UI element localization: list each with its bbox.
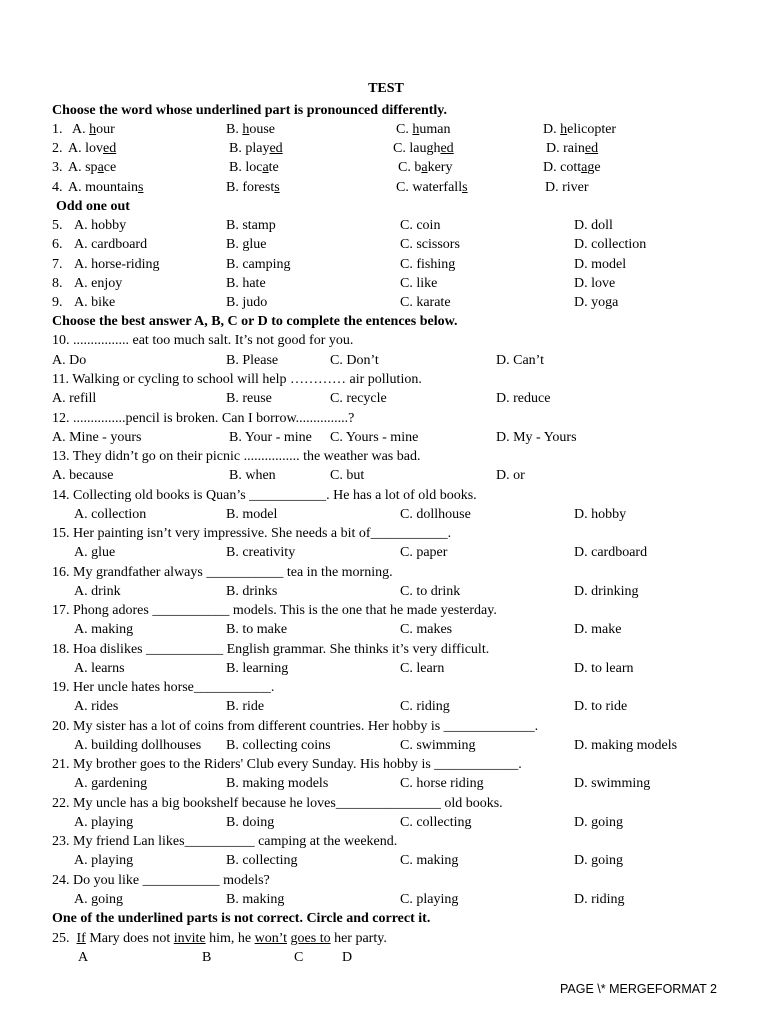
option-d: D. model	[574, 257, 627, 272]
option-b: B. glue	[226, 237, 267, 252]
option-a: A. playing	[74, 853, 134, 868]
letter-a: A	[78, 950, 89, 965]
option-c: C. dollhouse	[400, 507, 471, 522]
option-d: D. hobby	[574, 507, 627, 522]
option-a: A. Do	[52, 353, 87, 368]
option-b: B. Please	[226, 353, 279, 368]
option-c: C. learn	[400, 661, 445, 676]
option-a: A. hour	[72, 122, 115, 137]
option-d: D. collection	[574, 237, 647, 252]
option-c: C. laughed	[393, 141, 454, 156]
option-a: A. collection	[74, 507, 147, 522]
option-c: C. coin	[400, 218, 441, 233]
option-d: D. Can’t	[496, 353, 544, 368]
option-d: D. helicopter	[543, 122, 617, 137]
option-c: C. but	[330, 468, 365, 483]
option-d: D. cottage	[543, 160, 601, 175]
option-a: A. making	[74, 622, 134, 637]
option-c: C. karate	[400, 295, 451, 310]
question-25: 25. If Mary does not invite him, he won’t goes to her party.	[52, 931, 387, 946]
option-c: C. scissors	[400, 237, 460, 252]
option-b: B. judo	[226, 295, 268, 310]
option-d: D. riding	[574, 892, 625, 907]
option-a: A. drink	[74, 584, 121, 599]
option-c: C. collecting	[400, 815, 472, 830]
option-b: B. collecting	[226, 853, 298, 868]
option-a: A. horse-riding	[74, 257, 160, 272]
option-d: D. going	[574, 815, 623, 830]
question-17-stem: 17. Phong adores ___________ models. This is the one that he made yesterday.	[52, 603, 497, 618]
option-a: A. bike	[74, 295, 116, 310]
option-c: C. making	[400, 853, 459, 868]
option-a: A. cardboard	[74, 237, 148, 252]
option-b: B. model	[226, 507, 278, 522]
option-c: C. Don’t	[330, 353, 379, 368]
option-d: D. cardboard	[574, 545, 648, 560]
option-c: C. like	[400, 276, 438, 291]
option-d: D. river	[545, 180, 589, 195]
option-d: D. reduce	[496, 391, 551, 406]
question-14-stem: 14. Collecting old books is Quan’s ___________. He has a lot of old books.	[52, 488, 477, 503]
option-d: D. love	[574, 276, 616, 291]
option-d: D. make	[574, 622, 622, 637]
option-a: A. rides	[74, 699, 119, 714]
question-10-stem: 10. ................ eat too much salt. It’s not good for you.	[52, 333, 354, 348]
option-d: D. going	[574, 853, 623, 868]
option-c: C. fishing	[400, 257, 456, 272]
option-b: B. camping	[226, 257, 291, 272]
option-b: B. reuse	[226, 391, 272, 406]
option-d: D. or	[496, 468, 525, 483]
option-a: A. loved	[68, 141, 117, 156]
question-21-stem: 21. My brother goes to the Riders' Club every Sunday. His hobby is ____________.	[52, 757, 522, 772]
question-11-stem: 11. Walking or cycling to school will help ………… air pollution.	[52, 372, 422, 387]
question-20-stem: 20. My sister has a lot of coins from different countries. Her hobby is _____________.	[52, 719, 539, 734]
page-footer: PAGE \* MERGEFORMAT 2	[560, 982, 717, 996]
option-c: C. paper	[400, 545, 448, 560]
option-a: A. space	[68, 160, 117, 175]
option-b: B. doing	[226, 815, 275, 830]
option-d: D. My - Yours	[496, 430, 577, 445]
option-a: A. enjoy	[74, 276, 123, 291]
question-12-stem: 12. ...............pencil is broken. Can I borrow...............?	[52, 411, 355, 426]
option-b: B. collecting coins	[226, 738, 331, 753]
option-c: C. playing	[400, 892, 459, 907]
option-b: B. stamp	[226, 218, 276, 233]
option-b: B. learning	[226, 661, 289, 676]
question-15-stem: 15. Her painting isn’t very impressive. She needs a bit of___________.	[52, 526, 452, 541]
option-c: C. riding	[400, 699, 450, 714]
option-d: D. rained	[546, 141, 599, 156]
option-c: C. horse riding	[400, 776, 484, 791]
option-a: A. glue	[74, 545, 116, 560]
option-b: B. locate	[229, 160, 279, 175]
section-heading-pronunciation: Choose the word whose underlined part is pronounced differently.	[52, 103, 448, 118]
option-b: B. creativity	[226, 545, 296, 560]
question-23-stem: 23. My friend Lan likes__________ camping at the weekend.	[52, 834, 398, 849]
option-c: C. bakery	[398, 160, 453, 175]
option-d: D. doll	[574, 218, 613, 233]
option-a: A. gardening	[74, 776, 148, 791]
test-title: TEST	[368, 81, 404, 96]
option-b: B. when	[229, 468, 276, 483]
section-heading-odd-one-out: Odd one out	[56, 199, 130, 214]
option-b: B. Your - mine	[229, 430, 312, 445]
question-18-stem: 18. Hoa dislikes ___________ English grammar. She thinks it’s very difficult.	[52, 642, 490, 657]
option-d: D. making models	[574, 738, 678, 753]
option-c: C. to drink	[400, 584, 461, 599]
option-c: C. Yours - mine	[330, 430, 419, 445]
option-c: C. human	[396, 122, 451, 137]
option-a: A. going	[74, 892, 123, 907]
option-a: A. building dollhouses	[74, 738, 202, 753]
question-16-stem: 16. My grandfather always ___________ tea in the morning.	[52, 565, 393, 580]
option-c: C. waterfalls	[396, 180, 468, 195]
option-d: D. to ride	[574, 699, 628, 714]
option-a: A. refill	[52, 391, 97, 406]
option-d: D. yoga	[574, 295, 619, 310]
option-c: C. recycle	[330, 391, 387, 406]
option-b: B. making	[226, 892, 285, 907]
option-b: B. to make	[226, 622, 288, 637]
option-b: B. hate	[226, 276, 266, 291]
underlined-part-b: invite	[173, 931, 206, 946]
option-b: B. drinks	[226, 584, 278, 599]
option-a: A. learns	[74, 661, 125, 676]
section-heading-error-correction: One of the underlined parts is not correct. Circle and correct it.	[52, 911, 431, 926]
option-a: A. playing	[74, 815, 134, 830]
option-d: D. to learn	[574, 661, 634, 676]
option-d: D. swimming	[574, 776, 651, 791]
underlined-part-d: goes to	[290, 931, 331, 946]
option-b: B. forests	[226, 180, 280, 195]
option-b: B. played	[229, 141, 283, 156]
option-a: A. because	[52, 468, 114, 483]
question-22-stem: 22. My uncle has a big bookshelf because he loves_______________ old books.	[52, 796, 503, 811]
option-b: B. making models	[226, 776, 329, 791]
option-d: D. drinking	[574, 584, 639, 599]
document-page: TEST Choose the word whose underlined part is pronounced differently. 1. A. hour B. house C. human D. helicopter 2. A. loved B. played C. laughed D. rained 3. A. space B. locate C. bakery D. cottage 4. A. mountains B. forests C. waterfalls D. river Odd one out 5. A. hobby B. stamp C. coin D. doll 6. A. cardboard B. glue C. scissors D. collection 7. A. horse-riding B. camping C. fishing D. model 8. A. enjoy B. hate C. like D. love 9. A. bike B. judo C. karate D. yoga Choose the best answer A, B, C or D to complete the entences below. 10. ................ eat too much salt. It’s not good for you. A. Do B. Please C. Don’t D. Can’t 11. Walking or cycling to school will help ………… air pollution. A. refill B. reuse C. recycle D. reduce 12. ...............pencil is broken. Can I borrow...............? A. Mine - yours B. Your - mine C. Yours - mine D. My - Yours 13. They didn’t go on their picnic ................ the weather was bad. A. because B. when C. but D. or 14. Collecting old books is Quan’s ___________. He has a lot of old books. A. collection B. model C. dollhouse D. hobby 15. Her painting isn’t very impressive. She needs a bit of___________. A. glue B. creativity C. paper D. cardboard 16. My grandfather always ___________ tea in the morning. A. drink B. drinks C. to drink D. drinking 17. Phong adores ___________ models. This is the one that he made yesterday. A. making B. to make C. makes D. make 18. Hoa dislikes ___________ English grammar. She thinks it’s very difficult. A. learns B. learning C. learn D. to learn 19. Her uncle hates horse___________. A. rides B. ride C. riding D. to ride 20. My sister has a lot of coins from different countries. Her hobby is _____________. A. building dollhouses B. collecting coins C. swimming D. making models 21. My brother goes to the Riders' Club every Sunday. His hobby is ____________. A. gardening B. making models C. horse riding D. swimming 22. My uncle has a big bookshelf because he loves_______________ old books. A. playing B. doing C. collecting D. going 23. My friend Lan likes__________ camping at the weekend. A. playing B. collecting C. making D. going 24. Do you like ___________ models? A. going B. making C. playing D. riding One of the underlined parts is not correct. Circle and correct it. 25. If Mary does not invite him, he won’t goes to her party. A B C D PAGE \* MERGEFORMAT 2	[0, 0, 768, 1024]
option-a: A. hobby	[74, 218, 127, 233]
option-c: C. swimming	[400, 738, 476, 753]
option-a: A. Mine - yours	[52, 430, 142, 445]
option-b: B. ride	[226, 699, 265, 714]
letter-b: B	[202, 950, 212, 965]
letter-c: C	[294, 950, 304, 965]
question-13-stem: 13. They didn’t go on their picnic ................ the weather was bad.	[52, 449, 421, 464]
option-b: B. house	[226, 122, 276, 137]
question-24-stem: 24. Do you like ___________ models?	[52, 873, 270, 888]
option-c: C. makes	[400, 622, 453, 637]
option-a: A. mountains	[68, 180, 144, 195]
underlined-part-c: won’t	[254, 931, 288, 946]
letter-d: D	[342, 950, 353, 965]
section-heading-best-answer: Choose the best answer A, B, C or D to complete the entences below.	[52, 314, 458, 329]
underlined-part-a: If	[76, 931, 86, 946]
question-19-stem: 19. Her uncle hates horse___________.	[52, 680, 275, 695]
